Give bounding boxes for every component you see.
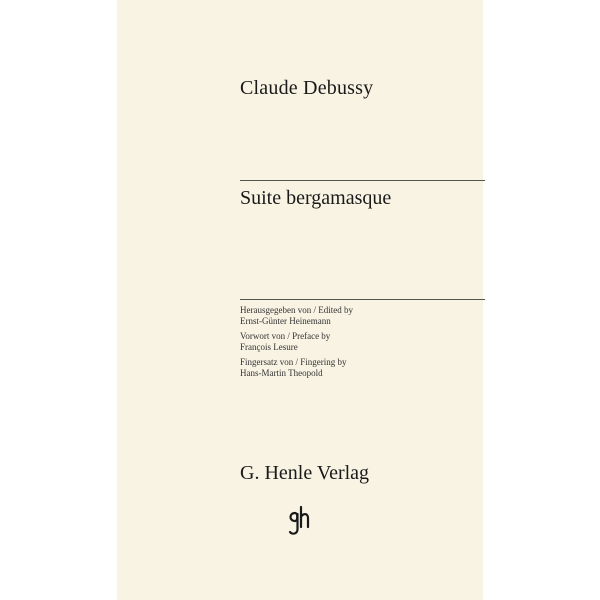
credit-role: Fingersatz von / Fingering by — [240, 357, 347, 367]
publisher-name: G. Henle Verlag — [240, 462, 370, 484]
credit-preface — [240, 331, 353, 353]
credit-person: Ernst-Günter Heinemann — [240, 316, 331, 326]
work-title: Suite bergamasque — [240, 187, 392, 209]
divider-top — [240, 180, 485, 181]
credit-editor — [240, 305, 353, 327]
composer-name: Claude Debussy — [240, 77, 374, 99]
credit-role: Herausgegeben von / Edited by — [240, 305, 353, 315]
credit-role: Vorwort von / Preface by — [240, 331, 331, 341]
credit-person: Hans-Martin Theopold — [240, 368, 323, 378]
credit-person: François Lesure — [240, 342, 298, 352]
henle-gh-monogram-icon — [285, 505, 313, 539]
divider-middle — [240, 299, 485, 300]
credit-fingering — [240, 357, 353, 379]
credits-list — [240, 305, 353, 383]
